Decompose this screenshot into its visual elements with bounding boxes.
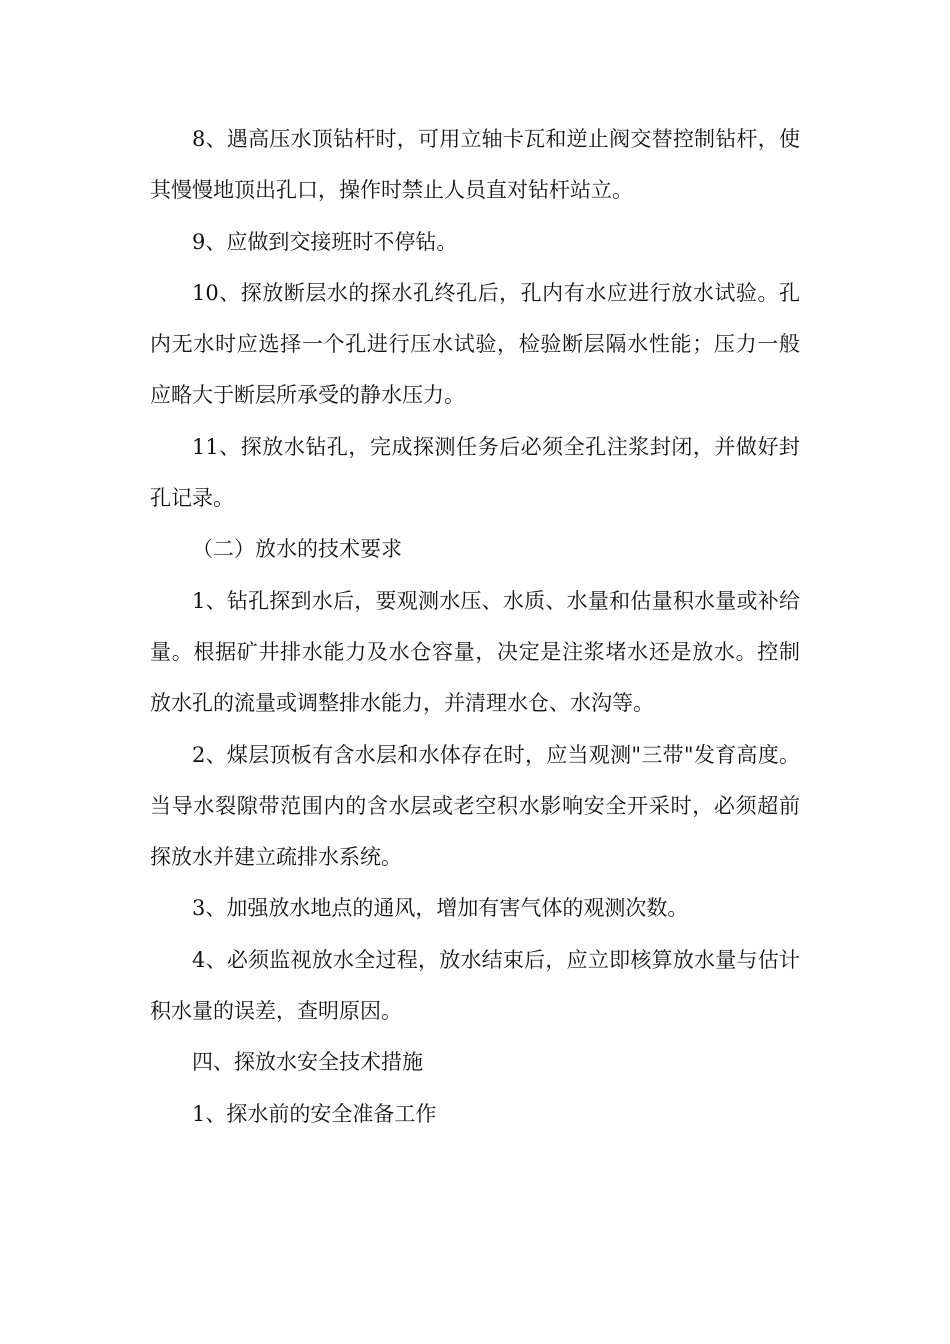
paragraph-item-8: 8、遇高压水顶钻杆时，可用立轴卡瓦和逆止阀交替控制钻杆，使其慢慢地顶出孔口，操作时禁止人员直对钻杆站立。 xyxy=(150,127,800,203)
section-heading-safety-measures: 四、探放水安全技术措施 xyxy=(192,1050,423,1075)
paragraph-drainage-2: 2、煤层顶板有含水层和水体存在时，应当观测"三带"发育高度。当导水裂隙带范围内的含水层或老空积水影响安全开采时，必须超前探放水并建立疏排水系统。 xyxy=(150,742,800,870)
paragraph-drainage-4: 4、必须监视放水全过程，放水结束后，应立即核算放水量与估计积水量的误差，查明原因。 xyxy=(150,947,800,1024)
paragraph-safety-1: 1、探水前的安全准备工作 xyxy=(192,1101,437,1126)
paragraph-drainage-1: 1、钻孔探到水后，要观测水压、水质、水量和估量积水量或补给量。根据矿井排水能力及水仓容量，决定是注浆堵水还是放水。控制放水孔的流量或调整排水能力，并清理水仓、水沟等。 xyxy=(150,588,800,716)
paragraph-drainage-3: 3、加强放水地点的通风，增加有害气体的观测次数。 xyxy=(192,896,689,921)
document-body xyxy=(150,114,800,1140)
paragraph-item-10: 10、探放断层水的探水孔终孔后，孔内有水应进行放水试验。孔内无水时应选择一个孔进行压水试验，检验断层隔水性能；压力一般应略大于断层所承受的静水压力。 xyxy=(150,280,800,408)
section-heading-drainage-requirements: （二）放水的技术要求 xyxy=(192,537,402,562)
paragraph-item-11: 11、探放水钻孔，完成探测任务后必须全孔注浆封闭，并做好封孔记录。 xyxy=(150,434,800,511)
paragraph-item-9: 9、应做到交接班时不停钻。 xyxy=(192,229,458,254)
